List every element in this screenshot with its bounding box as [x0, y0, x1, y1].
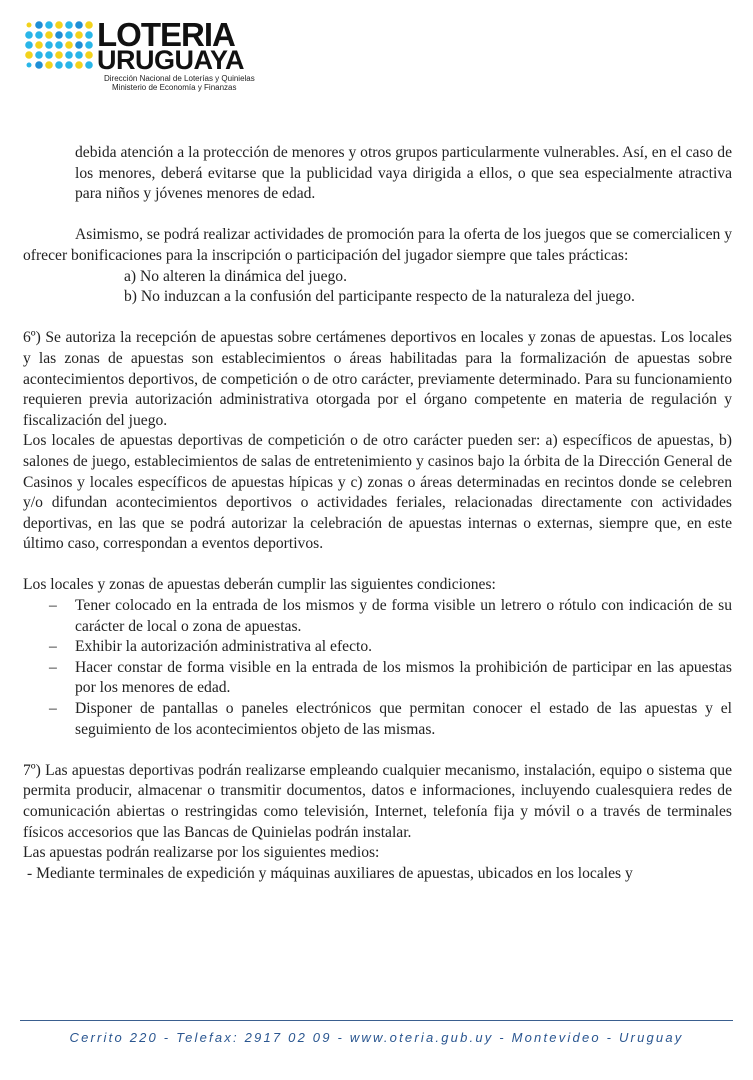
dash-bullet: – [49, 700, 57, 718]
paragraph-article-7: 7º) Las apuestas deportivas podrán realizarse empleando cualquier mecanismo, instalación, equipo o sistema que permita producir, almacenar o transmitir documentos, datos e informaciones, incluyendo cualesquiera redes de comunicación abiertas o restringidas como televisión, Internet, telefonía fija y móvil o a través de terminales físicos accesorios que las Bancas de Quinielas podrán instalar. [23, 761, 732, 841]
paragraph-menores: debida atención a la protección de menores y otros grupos particularmente vulnerables. Así, en el caso de los menores, deberá evitarse que la publicidad vaya dirigida a ellos, o que sea especialmente atractiva para niños y jóvenes menores de edad. [75, 144, 732, 203]
list-item: a) No alteren la dinámica del juego. [124, 267, 347, 285]
brand-subtitle-ministerio: Ministerio de Economía y Finanzas [112, 83, 237, 92]
promocion-conditions-list [23, 267, 732, 308]
list-item: b) No induzcan a la confusión del participante respecto de la naturaleza del juego. [124, 288, 635, 306]
document-body [23, 143, 732, 884]
list-item [23, 637, 732, 658]
brand-name-line1: LOTERIA [97, 16, 235, 53]
conditions-list [23, 596, 732, 740]
list-item-text: Exhibir la autorización administrativa al efecto. [75, 638, 373, 656]
dash-bullet: – [49, 638, 57, 656]
letterhead [24, 16, 284, 92]
list-item [23, 699, 732, 740]
footer-divider [20, 1020, 733, 1021]
brand-name-line2: URUGUAYA [97, 45, 245, 75]
list-item-text: Tener colocado en la entrada de los mismos y de forma visible un letrero o rótulo con indicación de su carácter de local o zona de apuestas. [75, 597, 732, 635]
paragraph-article-6: 6º) Se autoriza la recepción de apuestas sobre certámenes deportivos en locales y zonas de apuestas. Los locales y las zonas de apuestas son establecimientos o áreas habilitadas para la formalización de apuestas sobre acontecimientos deportivos, de competición o de otro carácter, previamente determinado. Para su funcionamiento requieren previa autorización administrativa otorgada por el órgano competente en materia de regulación y fiscalización del juego. [23, 329, 732, 429]
dash-bullet: – [49, 658, 57, 676]
list-item-text: Hacer constar de forma visible en la entrada de los mismos la prohibición de participar en las apuestas por los menores de edad. [75, 658, 732, 697]
brand-subtitle-direccion: Dirección Nacional de Loterías y Quinielas [104, 74, 255, 83]
paragraph-tipos-locales: Los locales de apuestas deportivas de competición o de otro carácter pueden ser: a) específicos de apuestas, b) salones de juego, establecimientos de salas de entretenimiento y casinos bajo la órbita de la Dirección General de Casinos y locales específicos de apuestas hípicas y c) zonas o áreas determinadas en recintos donde se celebren y/o difundan acontecimientos deportivos o actividades feriales, relacionadas directamente con actividades deportivas, en las que se podrá autorizar la celebración de apuestas internas o externas, siempre que, en este último caso, correspondan a eventos deportivos. [23, 432, 732, 553]
footer-contact: Cerrito 220 - Telefax: 2917 02 09 - www.oteria.gub.uy - Montevideo - Uruguay [69, 1030, 684, 1045]
list-item [23, 658, 732, 699]
paragraph-terminales: - Mediante terminales de expedición y máquinas auxiliares de apuestas, ubicados en los locales y [27, 864, 633, 882]
dash-bullet: – [49, 597, 57, 615]
list-item [23, 596, 732, 637]
paragraph-condiciones-intro: Los locales y zonas de apuestas deberán cumplir las siguientes condiciones: [23, 576, 496, 594]
list-item-text: Disponer de pantallas o paneles electrónicos que permitan conocer el estado de las apuestas y el seguimiento de los acontecimientos objeto de las mismas. [75, 700, 732, 738]
paragraph-promocion: Asimismo, se podrá realizar actividades de promoción para la oferta de los juegos que se comercialicen y ofrecer bonificaciones para la inscripción o participación del jugador siempre que tales prácticas: [23, 226, 732, 264]
loteria-logo-dots-icon [24, 20, 94, 70]
paragraph-medios-intro: Las apuestas podrán realizarse por los siguientes medios: [23, 844, 380, 862]
